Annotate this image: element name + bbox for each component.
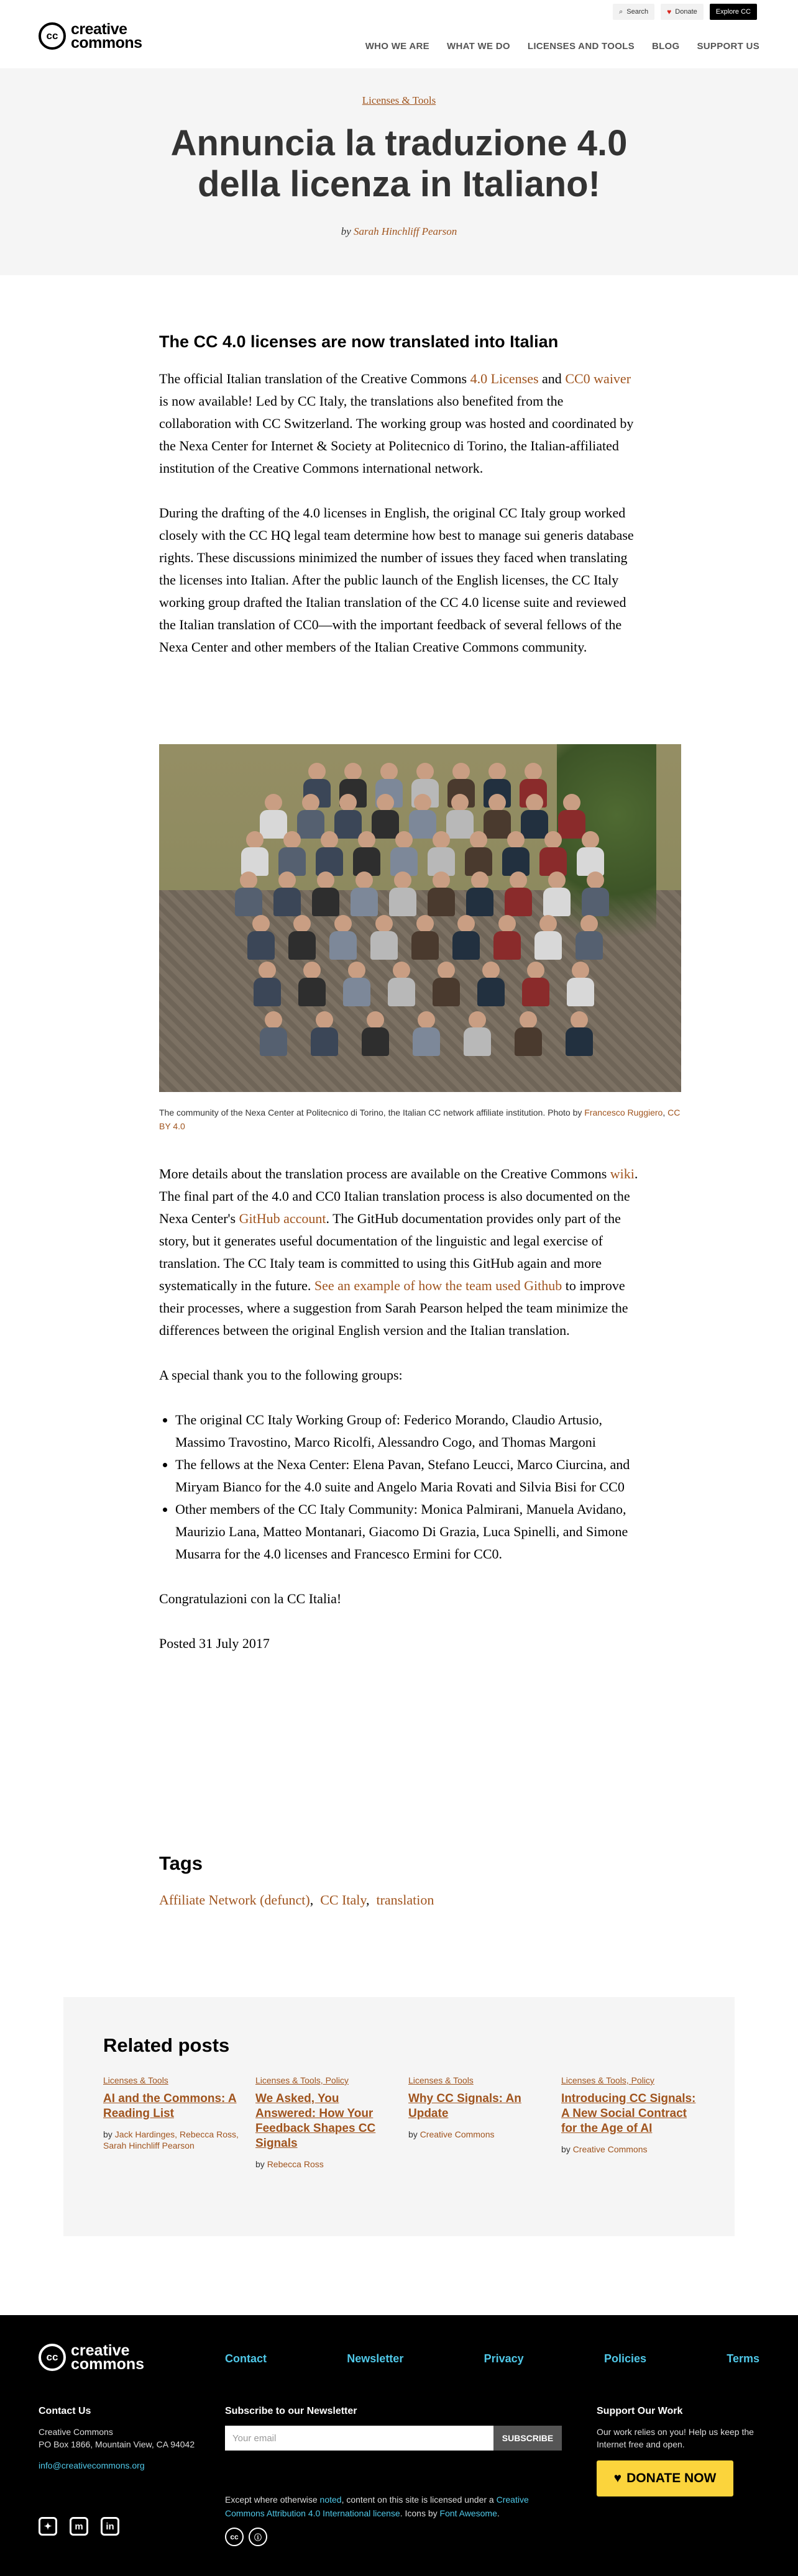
photo-person bbox=[339, 794, 357, 811]
thanks-list bbox=[175, 1409, 639, 1565]
noted-link[interactable]: noted bbox=[319, 2495, 342, 2505]
related-title-link[interactable]: Introducing CC Signals: A New Social Contract for the Age of AI bbox=[561, 2092, 696, 2135]
legal-text-b: , content on this site is licensed under a bbox=[341, 2495, 497, 2505]
explore-cc-button[interactable] bbox=[710, 4, 757, 20]
photo-person bbox=[380, 763, 398, 780]
related-categories[interactable]: Licenses & Tools bbox=[408, 2075, 474, 2085]
photo-person bbox=[580, 915, 598, 932]
license-icons bbox=[225, 2528, 267, 2546]
photo-person bbox=[240, 872, 257, 889]
p3-text-c: . The GitHub documentation provides only part of the story, but it generates useful documentation of the linguistic and legal exercise of translation. The CC Italy team is committed to using this GitHub again and more systematically in the future. bbox=[159, 1211, 621, 1293]
site-footer bbox=[0, 2315, 798, 2576]
post-body-continued bbox=[159, 1163, 639, 1677]
photo-person bbox=[525, 763, 542, 780]
photographer-link[interactable]: Francesco Ruggiero bbox=[584, 1108, 663, 1117]
photo-person bbox=[293, 915, 311, 932]
photo-person bbox=[498, 915, 516, 932]
photo-person bbox=[265, 794, 282, 811]
cc-license-icon: cc bbox=[225, 2528, 244, 2546]
paragraph-2: During the drafting of the 4.0 licenses in English, the original CC Italy group worked closely with the CC HQ legal team determine how best to manage sui generis database rights. These discussions minimized the number of issues they faced when translating the licenses into Italian. After the public launch of the English licenses, the CC Italy working group drafted the Italian translation of the CC 4.0 license suite and reviewed the Italian translation of CC0—with the important feedback of several fellows of the Nexa Center and other members of the Italian Creative Commons community. bbox=[159, 505, 634, 655]
footer-legal bbox=[225, 2493, 548, 2520]
github-account-link[interactable]: GitHub account bbox=[239, 1211, 326, 1226]
contact-email-link[interactable]: info@creativecommons.org bbox=[39, 2460, 145, 2470]
post-hero bbox=[0, 68, 798, 275]
photo-person bbox=[375, 915, 393, 932]
photo-person bbox=[416, 763, 434, 780]
group-photo bbox=[159, 744, 681, 1092]
cc-logo-icon: cc bbox=[39, 2344, 66, 2371]
support-heading: Support Our Work bbox=[597, 2406, 683, 2416]
photo-person bbox=[283, 831, 301, 849]
photo-person bbox=[377, 794, 394, 811]
site-header bbox=[0, 0, 798, 68]
photo-person bbox=[451, 794, 469, 811]
related-categories[interactable]: Licenses & Tools, Policy bbox=[255, 2075, 349, 2085]
photo-person bbox=[246, 831, 264, 849]
p1-text-a: The official Italian translation of the Creative Commons bbox=[159, 371, 470, 386]
legal-text-d: . bbox=[497, 2508, 500, 2518]
footer-logo[interactable] bbox=[39, 2344, 144, 2371]
group-photo-figure bbox=[159, 744, 681, 1133]
photo-person bbox=[438, 962, 455, 979]
newsletter-heading: Subscribe to our Newsletter bbox=[225, 2406, 357, 2416]
related-byline bbox=[255, 2159, 393, 2170]
photo-person bbox=[308, 763, 326, 780]
photo-person bbox=[252, 915, 270, 932]
p3-text-d: to improve their processes, where a suggestion from Sarah Pearson helped the team minimize the differences between the original English version and the Italian translation. bbox=[159, 1278, 628, 1338]
list-item: • The fellows at the Nexa Center: Elena Pavan, Stefano Leucci, Marco Ciurcina, and Miryam Bianco for the 4.0 suite and Angelo Maria Rovati and Silvia Bisi for CC0 bbox=[175, 1454, 639, 1498]
related-heading: Related posts bbox=[103, 2034, 230, 2056]
linkedin-icon[interactable]: in bbox=[101, 2517, 119, 2536]
search-icon: ⌕ bbox=[619, 7, 623, 16]
mastodon-icon[interactable]: m bbox=[70, 2517, 88, 2536]
related-post-card bbox=[103, 2075, 241, 2151]
photo-person bbox=[527, 962, 544, 979]
post-byline bbox=[0, 225, 798, 238]
photo-person bbox=[265, 1011, 282, 1029]
legal-text-c: . Icons by bbox=[400, 2508, 440, 2518]
heart-icon: ♥ bbox=[667, 7, 672, 16]
photo-person bbox=[548, 872, 566, 889]
legal-text-a: Except where otherwise bbox=[225, 2495, 320, 2505]
photo-person bbox=[507, 831, 525, 849]
photo-person bbox=[344, 763, 362, 780]
logo-word-creative: creative bbox=[71, 2342, 130, 2359]
photo-person bbox=[302, 794, 319, 811]
related-author-link[interactable]: Creative Commons bbox=[572, 2144, 648, 2154]
related-post-card bbox=[408, 2075, 546, 2140]
photo-person bbox=[544, 831, 562, 849]
support-text: Our work relies on you! Help us keep the Internet free and open. bbox=[597, 2427, 754, 2449]
logo-word-creative: creative bbox=[71, 20, 127, 38]
logo-wordmark bbox=[71, 2344, 144, 2371]
contact-org: Creative Commons bbox=[39, 2427, 113, 2437]
cc-by-link[interactable]: CC BY 4.0 bbox=[159, 1108, 681, 1131]
photo-person bbox=[303, 962, 321, 979]
photo-crowd bbox=[240, 757, 613, 1080]
photo-person bbox=[488, 763, 506, 780]
logo-word-commons: commons bbox=[71, 2355, 145, 2373]
tag-separator: , bbox=[365, 1892, 370, 1908]
photo-person bbox=[470, 831, 487, 849]
post-title: Annuncia la traduzione 4.0 della licenza in Italiano! bbox=[170, 123, 628, 204]
related-title-link[interactable]: We Asked, You Answered: How Your Feedback Shapes CC Signals bbox=[255, 2092, 376, 2150]
donate-now-label: DONATE NOW bbox=[626, 2471, 717, 2485]
photo-person bbox=[482, 962, 500, 979]
photo-person bbox=[278, 872, 296, 889]
author-link[interactable]: Sarah Hinchliff Pearson bbox=[354, 225, 457, 237]
related-byline bbox=[103, 2129, 241, 2151]
tag-cc-italy[interactable]: CC Italy bbox=[320, 1892, 366, 1908]
nav-what-we-do[interactable]: WHAT WE DO bbox=[446, 41, 510, 52]
photo-person bbox=[358, 831, 375, 849]
nav-support-us[interactable]: SUPPORT US bbox=[697, 41, 759, 52]
related-title-link[interactable]: Why CC Signals: An Update bbox=[408, 2092, 521, 2120]
photo-person bbox=[510, 872, 527, 889]
congrats-line: Congratulazioni con la CC Italia! bbox=[159, 1591, 342, 1606]
newsletter-form bbox=[225, 2426, 573, 2451]
footer-nav-terms[interactable]: Terms bbox=[727, 2352, 759, 2365]
photo-person bbox=[563, 794, 580, 811]
nav-who-we-are[interactable]: WHO WE ARE bbox=[365, 41, 429, 52]
footer-nav bbox=[225, 2352, 759, 2365]
photo-person bbox=[433, 831, 450, 849]
photo-person bbox=[259, 962, 276, 979]
photo-person bbox=[587, 872, 604, 889]
related-by-prefix: by bbox=[255, 2159, 267, 2169]
subscribe-button[interactable]: SUBSCRIBE bbox=[493, 2426, 562, 2451]
photo-person bbox=[334, 915, 352, 932]
wiki-link[interactable]: wiki bbox=[610, 1166, 635, 1181]
cc0-waiver-link[interactable]: CC0 waiver bbox=[565, 371, 631, 386]
contact-heading: Contact Us bbox=[39, 2406, 91, 2416]
bluesky-icon[interactable]: ✦ bbox=[39, 2517, 57, 2536]
photo-person bbox=[321, 831, 338, 849]
tag-list bbox=[159, 1892, 434, 1908]
social-links bbox=[39, 2517, 119, 2536]
photo-person bbox=[469, 1011, 486, 1029]
post-body bbox=[159, 330, 639, 681]
footer-nav-contact[interactable]: Contact bbox=[225, 2352, 267, 2365]
related-posts bbox=[63, 1997, 735, 2236]
cc-by-license-link[interactable]: Creative Commons Attribution 4.0 International license bbox=[225, 2495, 529, 2518]
related-author-link[interactable]: Rebecca Ross bbox=[267, 2159, 324, 2169]
footer-newsletter bbox=[225, 2406, 573, 2451]
post-heading: The CC 4.0 licenses are now translated into Italian bbox=[159, 332, 559, 351]
donate-button[interactable] bbox=[661, 4, 704, 20]
photo-person bbox=[367, 1011, 384, 1029]
photo-person bbox=[572, 962, 589, 979]
caption-sep: , bbox=[663, 1108, 668, 1117]
photo-person bbox=[457, 915, 475, 932]
search-button[interactable] bbox=[613, 4, 654, 20]
photo-person bbox=[471, 872, 488, 889]
photo-person bbox=[348, 962, 365, 979]
related-post-card bbox=[561, 2075, 699, 2155]
tag-affiliate-network[interactable]: Affiliate Network (defunct) bbox=[159, 1892, 310, 1908]
paragraph-3 bbox=[159, 1163, 639, 1342]
related-categories[interactable]: Licenses & Tools, Policy bbox=[561, 2075, 654, 2085]
photo-person bbox=[452, 763, 470, 780]
byline-prefix: by bbox=[341, 225, 351, 237]
related-by-prefix: by bbox=[408, 2129, 420, 2139]
by-license-icon: ⓘ bbox=[249, 2528, 267, 2546]
p3-text-a: More details about the translation process are available on the Creative Commons bbox=[159, 1166, 610, 1181]
related-title-link[interactable]: AI and the Commons: A Reading List bbox=[103, 2092, 237, 2120]
photo-person bbox=[316, 1011, 333, 1029]
related-by-prefix: by bbox=[561, 2144, 573, 2154]
nav-licenses-and-tools[interactable]: LICENSES AND TOOLS bbox=[527, 41, 635, 52]
donate-label: Donate bbox=[675, 8, 697, 16]
footer-nav-privacy[interactable]: Privacy bbox=[484, 2352, 524, 2365]
list-item: • Other members of the CC Italy Community: Monica Palmirani, Manuela Avidano, Maurizio Lana, Matteo Montanari, Giacomo Di Grazia, Luca Spinelli, and Simone Musarra for the 4.0 licenses and Francesco Ermini for CC0. bbox=[175, 1498, 639, 1565]
logo-word-commons: commons bbox=[71, 34, 142, 52]
photo-person bbox=[317, 872, 334, 889]
photo-person bbox=[393, 962, 410, 979]
tags-section bbox=[159, 1852, 434, 1908]
heart-icon: ♥ bbox=[613, 2471, 622, 2485]
photo-person bbox=[355, 872, 373, 889]
logo-wordmark bbox=[71, 22, 142, 50]
tags-heading: Tags bbox=[159, 1852, 203, 1874]
donate-now-button[interactable] bbox=[597, 2460, 733, 2496]
photo-person bbox=[582, 831, 599, 849]
related-author-link[interactable]: Jack Hardinges, Rebecca Ross, Sarah Hinchliff Pearson bbox=[103, 2129, 239, 2150]
related-by-prefix: by bbox=[103, 2129, 115, 2139]
related-author-link[interactable]: Creative Commons bbox=[420, 2129, 495, 2139]
utility-bar bbox=[613, 4, 757, 20]
footer-support bbox=[597, 2406, 759, 2496]
contact-address: PO Box 1866, Mountain View, CA 94042 bbox=[39, 2439, 195, 2449]
list-item: • The original CC Italy Working Group of: Federico Morando, Claudio Artusio, Massimo Travostino, Marco Ricolfi, Alessandro Cogo, and Thomas Margoni bbox=[175, 1409, 639, 1454]
site-logo[interactable] bbox=[39, 22, 142, 50]
search-label: Search bbox=[626, 8, 649, 16]
footer-contact bbox=[39, 2406, 200, 2472]
related-byline bbox=[408, 2129, 546, 2140]
photo-person bbox=[526, 794, 543, 811]
footer-nav-policies[interactable]: Policies bbox=[603, 2352, 646, 2365]
tag-separator: , bbox=[310, 1892, 314, 1908]
photo-person bbox=[414, 794, 431, 811]
related-byline bbox=[561, 2144, 699, 2155]
explore-label: Explore CC bbox=[715, 8, 751, 16]
cc-logo-icon: cc bbox=[39, 22, 66, 50]
p3-text-b: . The final part of the 4.0 and CC0 Italian translation process is also documented on the Nexa Center's bbox=[159, 1166, 638, 1226]
github-example-link[interactable]: See an example of how the team used Github bbox=[314, 1278, 562, 1293]
p1-text-b: and bbox=[538, 371, 566, 386]
photo-caption bbox=[159, 1106, 681, 1133]
photo-person bbox=[433, 872, 450, 889]
thanks-intro: A special thank you to the following groups: bbox=[159, 1367, 403, 1383]
photo-person bbox=[416, 915, 434, 932]
photo-person bbox=[394, 872, 411, 889]
posted-date: Posted 31 July 2017 bbox=[159, 1636, 270, 1651]
licenses-4-link[interactable]: 4.0 Licenses bbox=[470, 371, 539, 386]
nav-blog[interactable]: BLOG bbox=[651, 41, 680, 52]
related-post-card bbox=[255, 2075, 393, 2170]
paragraph-1 bbox=[159, 368, 639, 480]
font-awesome-link[interactable]: Font Awesome bbox=[439, 2508, 497, 2518]
related-categories[interactable]: Licenses & Tools bbox=[103, 2075, 168, 2085]
post-category-link[interactable]: Licenses & Tools bbox=[362, 94, 436, 106]
caption-text: The community of the Nexa Center at Politecnico di Torino, the Italian CC network affiliate institution. Photo by bbox=[159, 1108, 585, 1117]
photo-person bbox=[488, 794, 506, 811]
newsletter-email-input[interactable]: Your email bbox=[225, 2426, 493, 2451]
photo-person bbox=[539, 915, 557, 932]
photo-person bbox=[520, 1011, 537, 1029]
photo-person bbox=[395, 831, 413, 849]
photo-person bbox=[418, 1011, 435, 1029]
tag-translation[interactable]: translation bbox=[376, 1892, 434, 1908]
p1-text-c: is now available! Led by CC Italy, the translations also benefited from the collaboration with CC Switzerland. The working group was hosted and coordinated by the Nexa Center for Internet & Society at Politecnico di Torino, the Italian-affiliated institution of the Creative Commons international network. bbox=[159, 393, 634, 476]
photo-person bbox=[571, 1011, 588, 1029]
main-nav bbox=[365, 41, 759, 52]
footer-nav-newsletter[interactable]: Newsletter bbox=[347, 2352, 404, 2365]
